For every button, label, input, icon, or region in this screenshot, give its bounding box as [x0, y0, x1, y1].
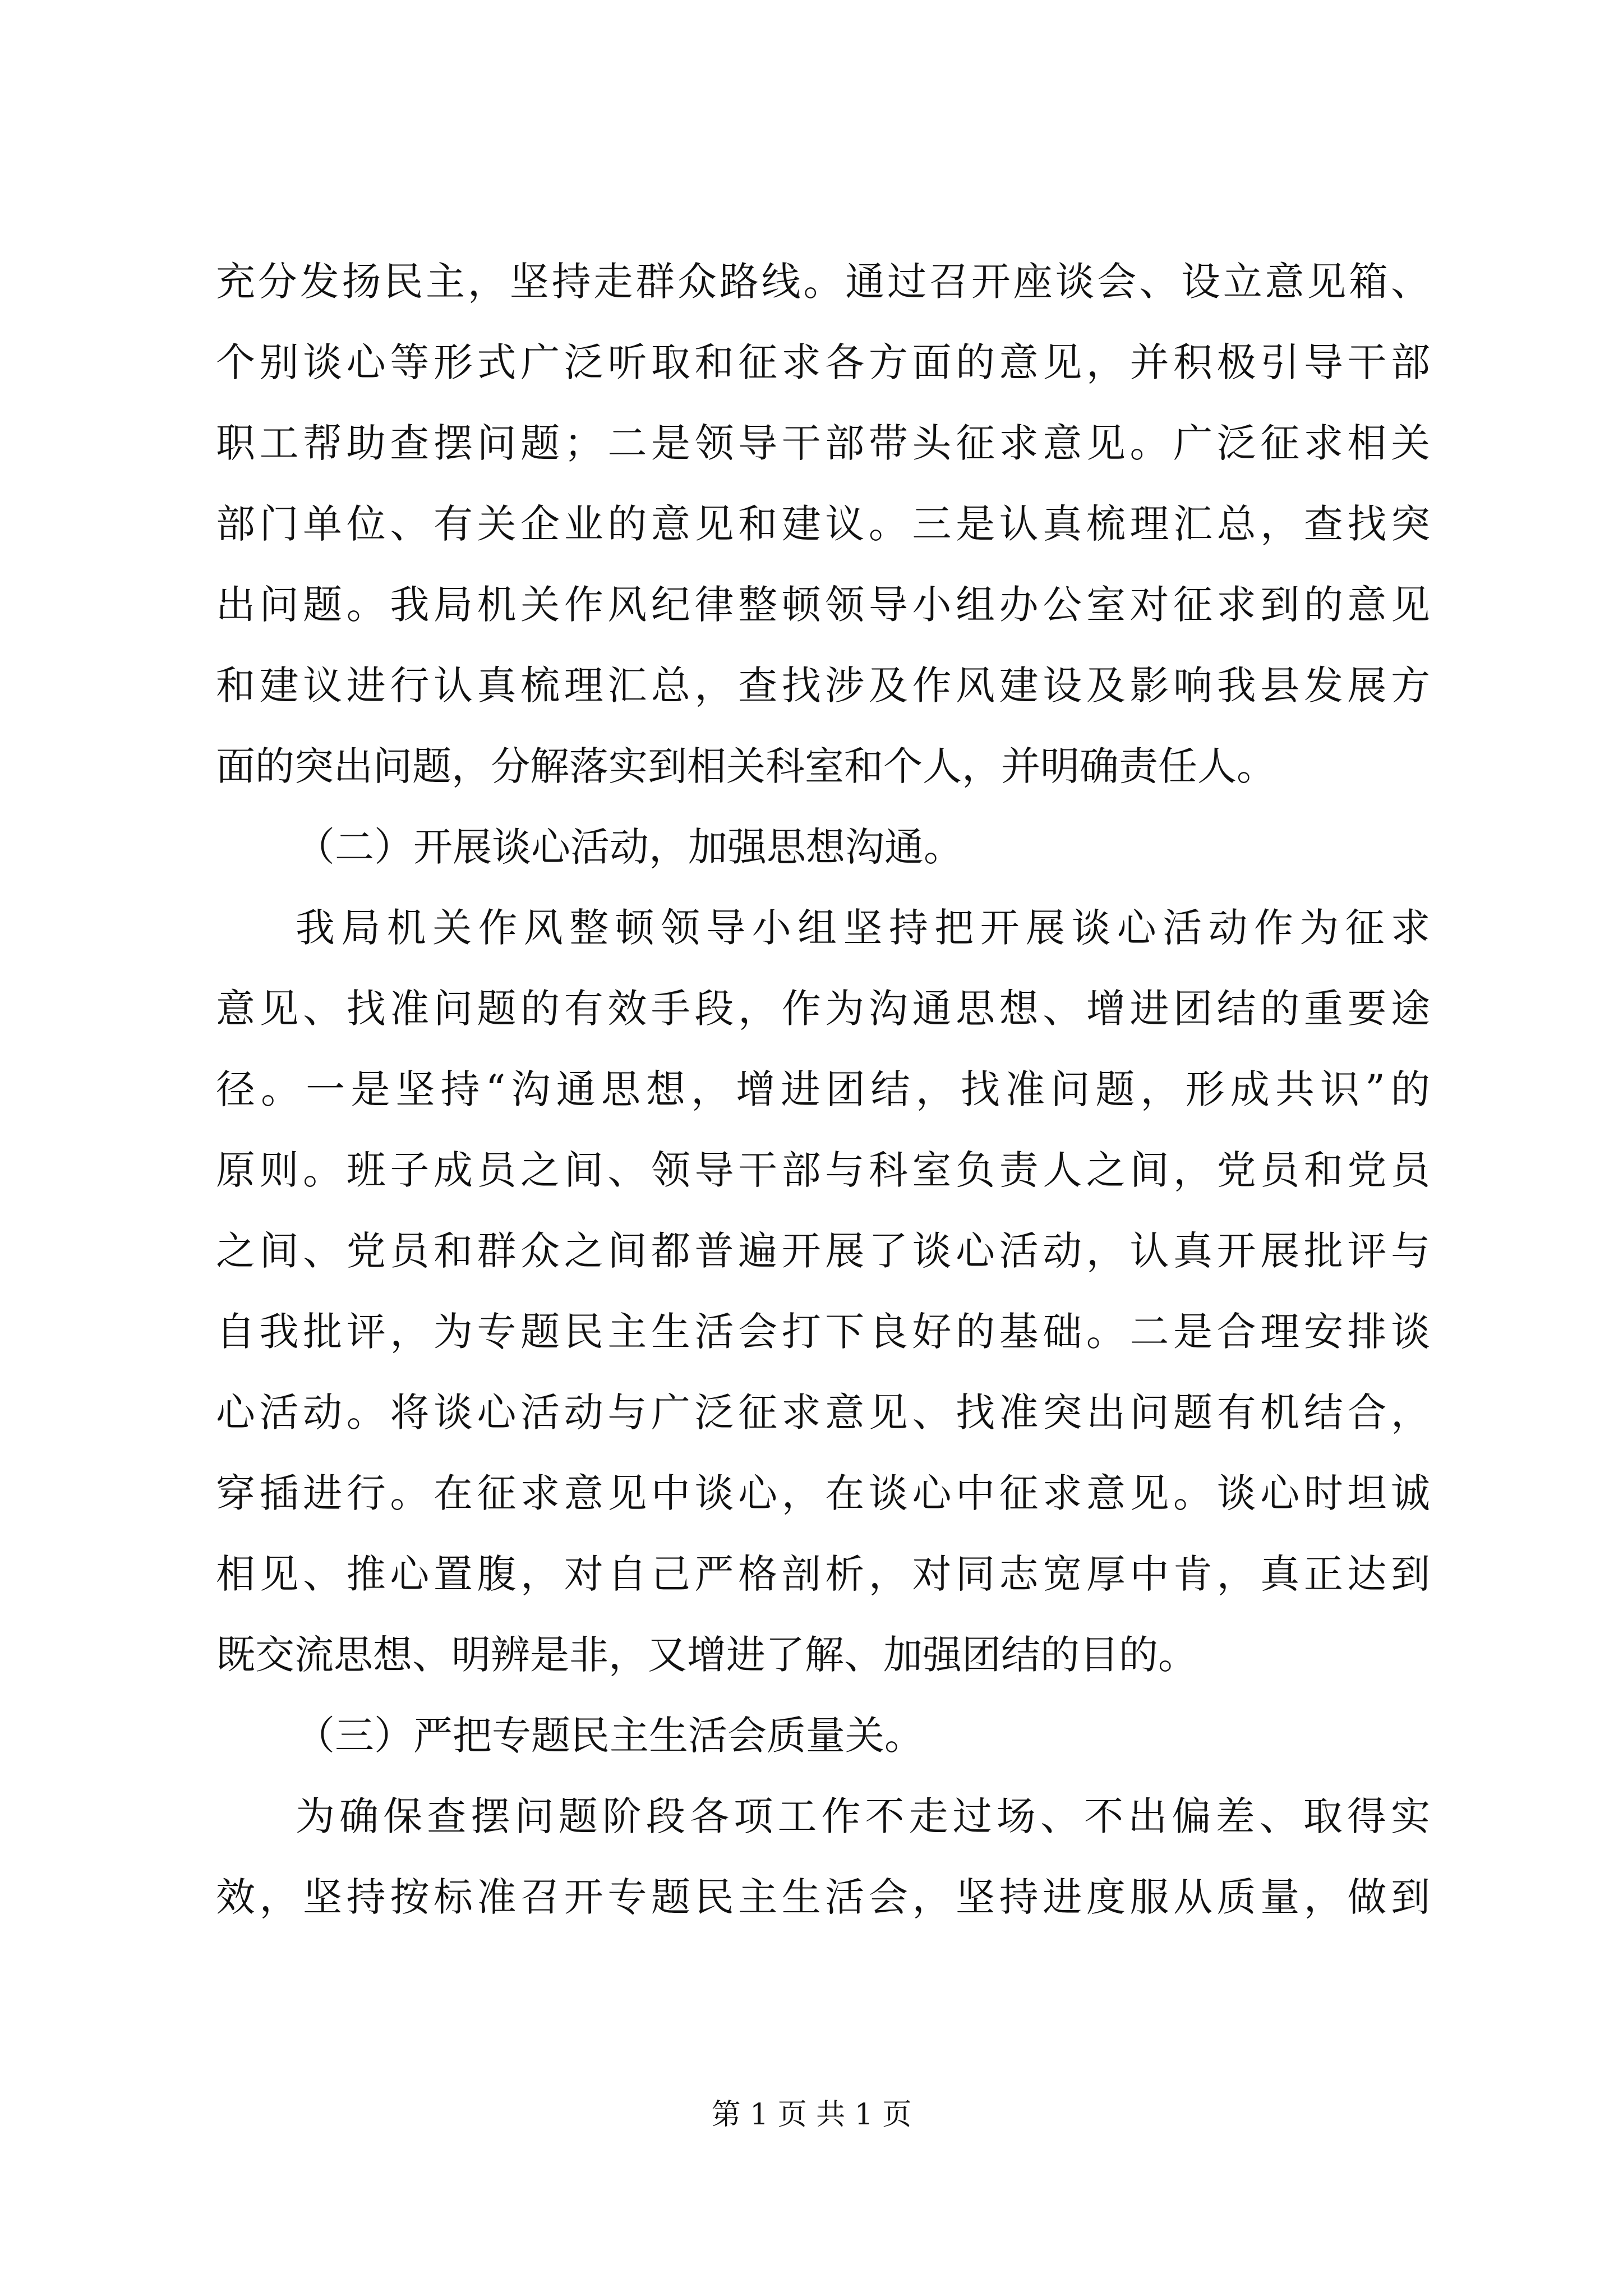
section-heading: （二）开展谈心活动，加强思想沟通。 — [296, 824, 963, 870]
text-line: 出问题。我局机关作风纪律整顿领导小组办公室对征求到的意见 — [216, 582, 1430, 628]
text-line: 为确保查摆问题阶段各项工作不走过场、不出偏差、取得实 — [296, 1793, 1430, 1839]
document-body — [216, 241, 1430, 1938]
page-footer: 第 1 页 共 1 页 — [711, 2098, 912, 2132]
text-line: 个别谈心等形式广泛听取和征求各方面的意见，并积极引导干部 — [216, 339, 1430, 385]
text-line: 我局机关作风整顿领导小组坚持把开展谈心活动作为征求 — [296, 905, 1430, 951]
text-line: 径。一是坚持“沟通思想，增进团结，找准问题，形成共识”的 — [216, 1066, 1430, 1112]
text-line: 面的突出问题，分解落实到相关科室和个人，并明确责任人。 — [216, 743, 1276, 789]
text-line: 效，坚持按标准召开专题民主生活会，坚持进度服从质量，做到 — [216, 1874, 1430, 1920]
text-line: 充分发扬民主，坚持走群众路线。通过召开座谈会、设立意见箱、 — [216, 259, 1430, 305]
section-heading: （三）严把专题民主生活会质量关。 — [296, 1713, 924, 1759]
text-line: 和建议进行认真梳理汇总，查找涉及作风建设及影响我县发展方 — [216, 662, 1430, 708]
text-line: 部门单位、有关企业的意见和建议。三是认真梳理汇总，查找突 — [216, 501, 1430, 547]
text-line: 相见、推心置腹，对自己严格剖析，对同志宽厚中肯，真正达到 — [216, 1551, 1430, 1597]
text-line: 自我批评，为专题民主生活会打下良好的基础。二是合理安排谈 — [216, 1309, 1430, 1355]
text-line: 意见、找准问题的有效手段，作为沟通思想、增进团结的重要途 — [216, 986, 1430, 1032]
text-line: 穿插进行。在征求意见中谈心，在谈心中征求意见。谈心时坦诚 — [216, 1470, 1430, 1516]
text-line: 职工帮助查摆问题；二是领导干部带头征求意见。广泛征求相关 — [216, 420, 1430, 466]
text-line: 原则。班子成员之间、领导干部与科室负责人之间，党员和党员 — [216, 1147, 1430, 1193]
text-line: 既交流思想、明辨是非，又增进了解、加强团结的目的。 — [216, 1632, 1197, 1678]
text-line: 心活动。将谈心活动与广泛征求意见、找准突出问题有机结合， — [216, 1389, 1430, 1435]
text-line: 之间、党员和群众之间都普遍开展了谈心活动，认真开展批评与 — [216, 1228, 1430, 1274]
